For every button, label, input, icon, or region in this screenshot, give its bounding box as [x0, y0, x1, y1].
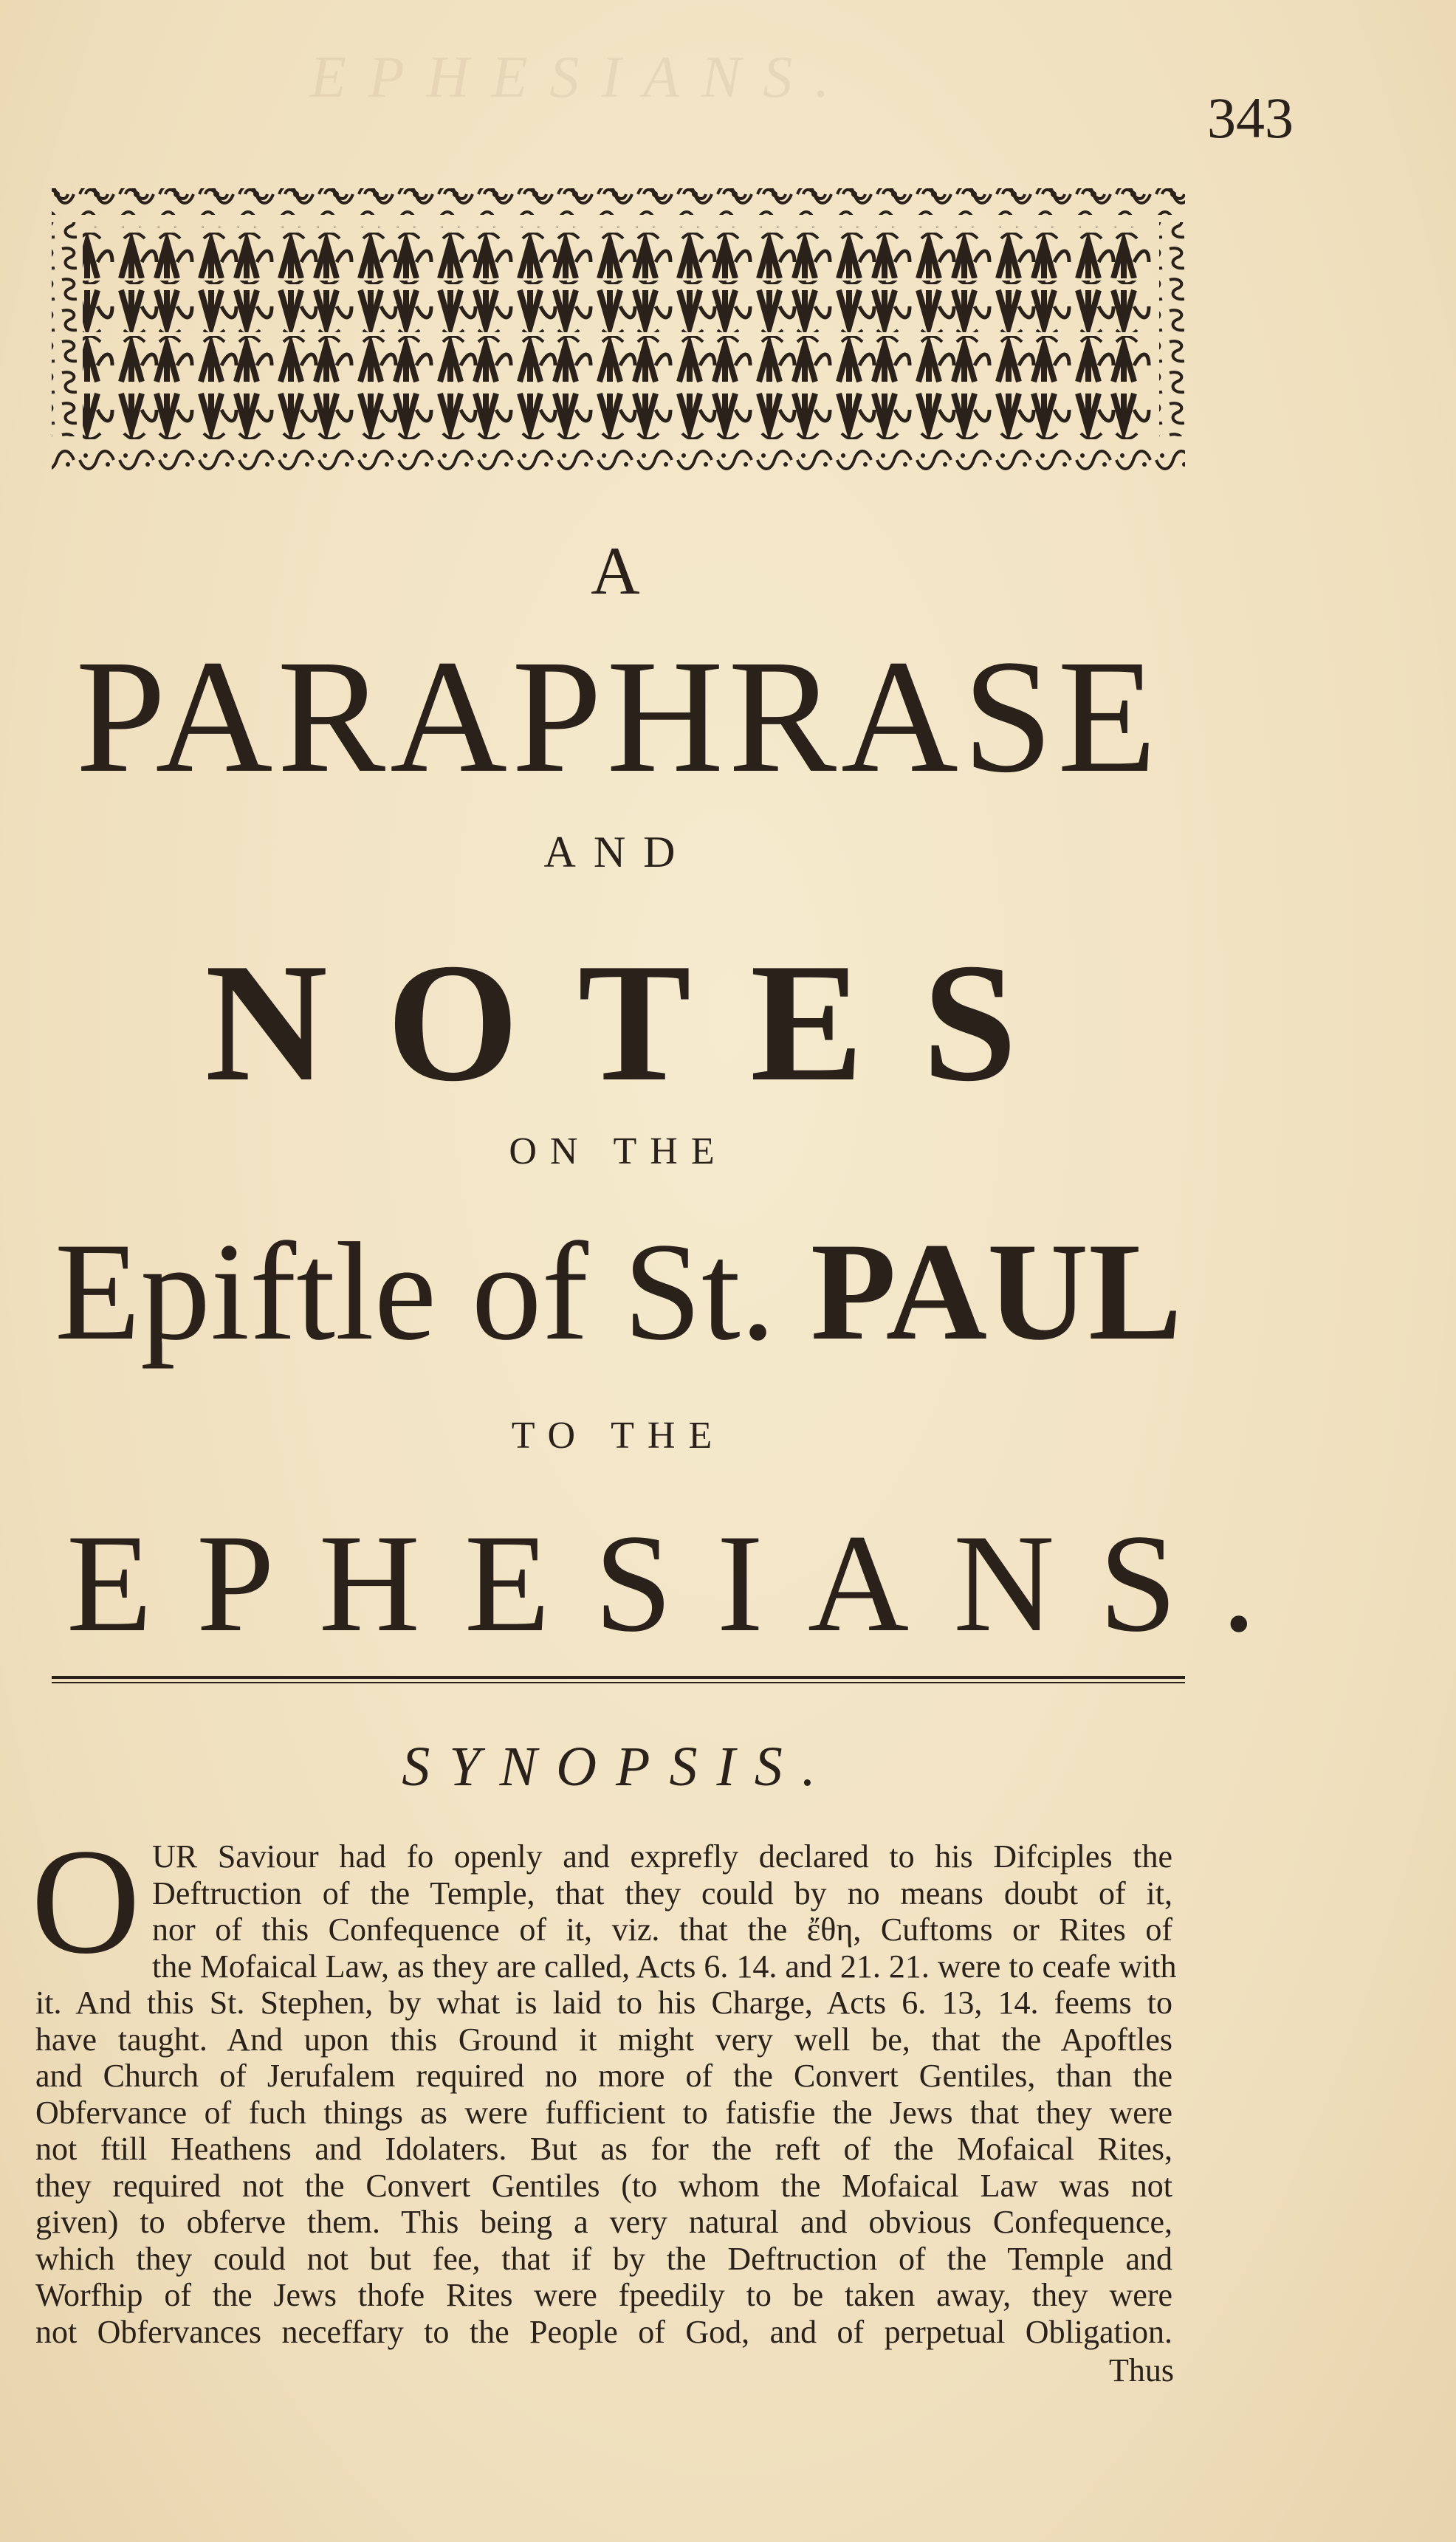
synopsis-body-text	[31, 1818, 1177, 2350]
section-heading-synopsis: SYNOPSIS.	[402, 1736, 835, 1798]
title-ephesians: EPHESIANS.	[66, 1506, 1301, 1661]
body-line: UR Saviour had fo openly and exprefly declared to his Difciples the	[152, 1838, 1172, 1875]
body-line: not Obfervances neceffary to the People of God, and of perpetual Obligation.	[35, 2313, 1172, 2350]
body-line: nor of this Confequence of it, viz. that the ἔθη, Cuftoms or Rites of	[152, 1911, 1172, 1948]
drop-cap: O	[31, 1818, 141, 1985]
title-article: A	[591, 533, 646, 608]
body-line: the Mofaical Law, as they are called, Acts 6. 14. and 21. 21. were to ceafe with	[152, 1948, 1177, 1985]
title-connector-and: AND	[543, 828, 693, 876]
title-connector-on-the: ON THE	[509, 1130, 728, 1172]
body-line: Obfervance of fuch things as were fufficient to fatisfie the Jews that they were	[35, 2094, 1172, 2131]
body-line: Deftruction of the Temple, that they could by no means doubt of it,	[152, 1875, 1172, 1911]
title-epistle-line	[37, 1215, 1200, 1370]
body-line: which they could not but fee, that if by the Deftruction of the Temple and	[35, 2240, 1172, 2277]
body-line: Worfhip of the Jews thofe Rites were fpeedily to be taken away, they were	[35, 2277, 1172, 2313]
body-line: they required not the Convert Gentiles (to whom the Mofaical Law was not	[35, 2167, 1172, 2204]
body-line: and Church of Jerufalem required no more of the Convert Gentiles, than the	[35, 2058, 1172, 2094]
bleed-through-text: EPHESIANS.	[310, 45, 852, 110]
title-connector-to-the: TO THE	[511, 1415, 726, 1457]
section-divider-rule	[52, 1676, 1185, 1685]
body-line: it. And this St. Stephen, by what is laid to his Charge, Acts 6. 13, 14. feems to	[35, 1985, 1172, 2021]
title-paul: PAUL	[810, 1215, 1182, 1370]
catchword: Thus	[1109, 2352, 1174, 2388]
page-number: 343	[1207, 86, 1294, 150]
title-epistle-of-st: Epiftle of St.	[55, 1215, 776, 1370]
body-line: have taught. And upon this Ground it might very well be, that the Apoftles	[35, 2021, 1172, 2058]
title-notes: NOTES	[205, 928, 1076, 1116]
title-paraphrase: PARAPHRASE	[75, 626, 1161, 806]
body-line: not ftill Heathens and Idolaters. But as for the reft of the Mofaical Rites,	[35, 2131, 1172, 2167]
headpiece-ornament-icon	[37, 181, 1200, 480]
body-line: given) to obferve them. This being a very natural and obvious Confequence,	[35, 2204, 1172, 2240]
